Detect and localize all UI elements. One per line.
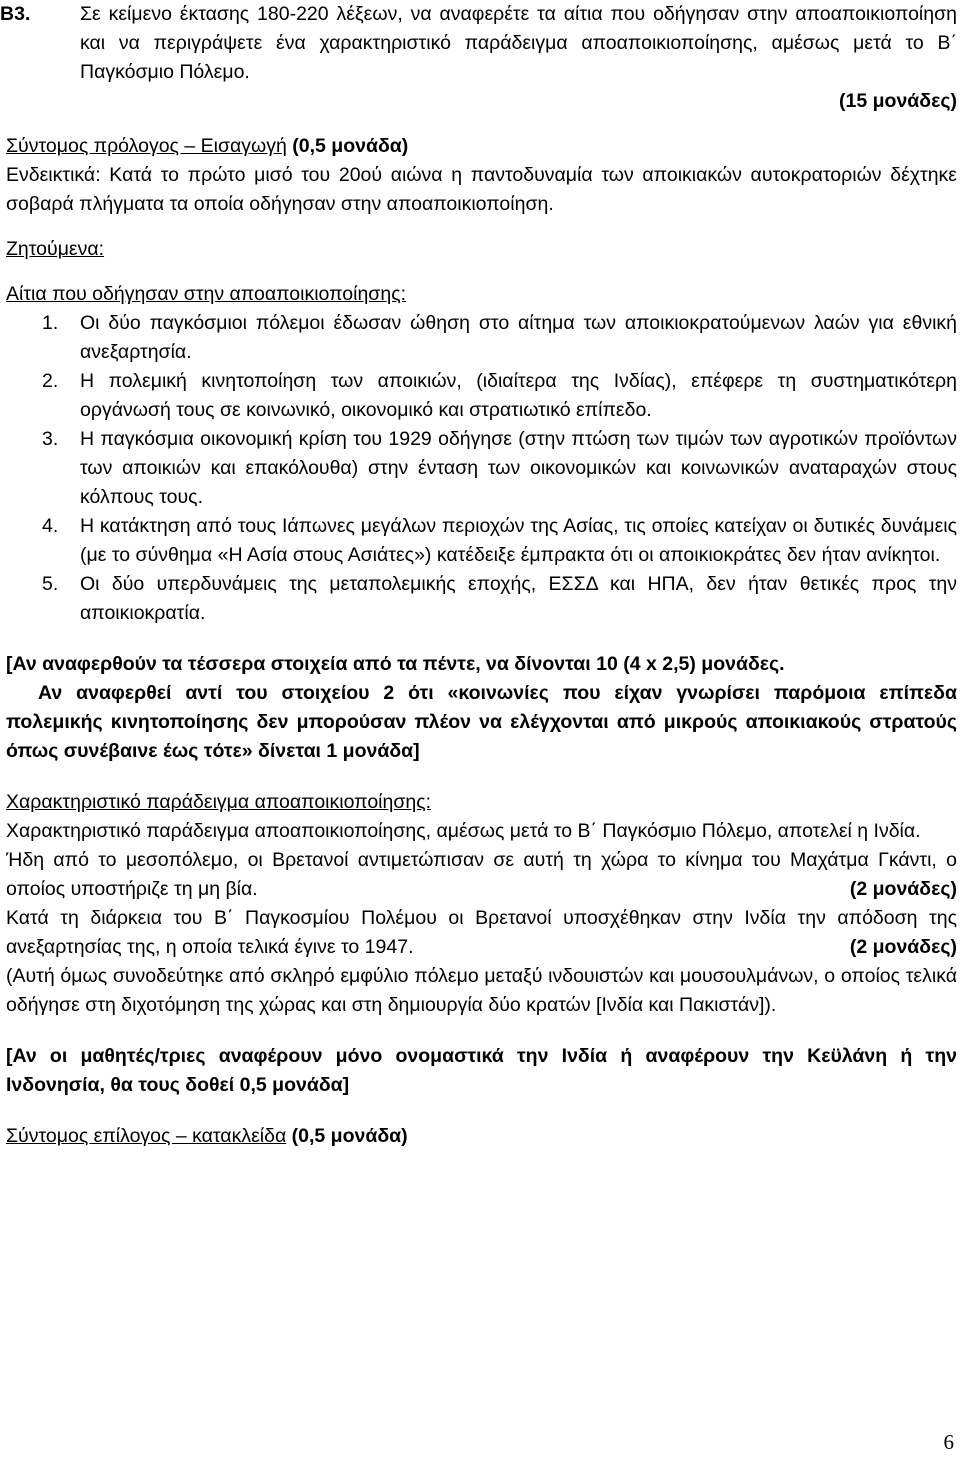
causes-heading: Αίτια που οδήγησαν στην αποαποικιοποίησης: <box>6 283 407 305</box>
intro-points: (0,5 μονάδα) <box>292 135 409 157</box>
requested-heading: Ζητούμενα: <box>6 238 105 260</box>
question-points: (15 μονάδες) <box>839 90 957 112</box>
example-heading: Χαρακτηριστικό παράδειγμα αποαποικιοποίησης: <box>6 791 432 813</box>
intro-text: Ενδεικτικά: Κατά το πρώτο μισό του 20ού αιώνα η παντοδυναμία των αποικιακών αυτοκρατοριών δέχτηκε σοβαρά πλήγματα τα οποία οδήγησαν στην αποαποικιοποίηση. <box>6 164 957 215</box>
cause-number: 4. <box>42 515 59 537</box>
intro-heading-line <box>6 132 957 161</box>
example-paragraph-independence <box>6 904 957 962</box>
epilogue-heading: Σύντομος επίλογος – κατακλείδα <box>6 1125 287 1147</box>
example-gandhi-points: (2 μονάδες) <box>849 878 957 900</box>
example-paragraph-gandhi <box>6 846 957 904</box>
grading-note-four-of-five: [Αν αναφερθούν τα τέσσερα στοιχεία από τα πέντε, να δίνονται 10 (4 x 2,5) μονάδες. <box>6 653 785 675</box>
cause-item <box>6 425 957 512</box>
example-independence-text: Κατά τη διάρκεια του Β΄ Παγκοσμίου Πολέμου οι Βρετανοί υποσχέθηκαν στην Ινδία την απόδοση της ανεξαρτησίας της, η οποία τελικά έγινε το 1947. <box>6 907 957 958</box>
cause-text: Η κατάκτηση από τους Ιάπωνες μεγάλων περιοχών της Ασίας, τις οποίες κατείχαν οι δυτικές δυνάμεις (με το σύνθημα «Η Ασία στους Ασιάτες») κατέδειξε έμπρακτα ότι οι αποικιοκράτες δεν ήταν ανίκητοι. <box>80 515 957 566</box>
epilogue-points: (0,5 μονάδα) <box>291 1125 408 1147</box>
cause-text: Η πολεμική κινητοποίηση των αποικιών, (ιδιαίτερα της Ινδίας), επέφερε τη συστηματικότερη οργάνωσή τους σε κοινωνικό, οικονομικό και στρατιωτικό επίπεδο. <box>80 370 957 421</box>
cause-text: Οι δύο υπερδυνάμεις της μεταπολεμικής εποχής, ΕΣΣΔ και ΗΠΑ, δεν ήταν θετικές προς την αποικιοκρατία. <box>80 573 957 624</box>
example-paragraph-india: Χαρακτηριστικό παράδειγμα αποαποικιοποίησης, αμέσως μετά το Β΄ Παγκόσμιο Πόλεμο, αποτελεί η Ινδία. <box>6 820 921 842</box>
example-independence-points: (2 μονάδες) <box>849 936 957 958</box>
causes-list <box>6 309 957 628</box>
page-number: 6 <box>943 1430 954 1454</box>
intro-heading: Σύντομος πρόλογος – Εισαγωγή <box>6 135 287 157</box>
example-grading-note: [Αν οι μαθητές/τριες αναφέρουν μόνο ονομαστικά την Ινδία ή αναφέρουν την Κεϋλάνη ή την Ινδονησία, θα τους δοθεί 0,5 μονάδα] <box>6 1045 957 1096</box>
cause-number: 5. <box>42 573 59 595</box>
cause-number: 3. <box>42 428 59 450</box>
cause-item <box>6 309 957 367</box>
cause-item <box>6 367 957 425</box>
grading-note-alternative: Αν αναφερθεί αντί του στοιχείου 2 ότι «κοινωνίες που είχαν γνωρίσει παρόμοια επίπεδα πολεμικής κινητοποίησης δεν μπορούσαν πλέον να ελέγχονται από μικρούς αποικιακούς στρατούς όπως συνέβαινε έως τότε» δίνεται 1 μονάδα] <box>6 682 957 762</box>
question-block <box>0 0 957 87</box>
cause-number: 2. <box>42 370 59 392</box>
question-number: B3. <box>0 3 31 25</box>
cause-number: 1. <box>42 312 59 334</box>
question-text: Σε κείμενο έκτασης 180-220 λέξεων, να αναφερέτε τα αίτια που οδήγησαν στην αποαποικιοποίηση και να περιγράψετε ένα χαρακτηριστικό παράδειγμα αποαποικιοποίησης, αμέσως μετά το Β΄ Παγκόσμιο Πόλεμο. <box>80 3 957 83</box>
cause-text: Οι δύο παγκόσμιοι πόλεμοι έδωσαν ώθηση στο αίτημα των αποικιοκρατούμενων λαών για εθνική ανεξαρτησία. <box>80 312 957 363</box>
example-paragraph-partition: (Αυτή όμως συνοδεύτηκε από σκληρό εμφύλιο πόλεμο μεταξύ ινδουιστών και μουσουλμάνων, ο οποίος τελικά οδήγησε στη διχοτόμηση της χώρας και στη δημιουργία δύο κρατών [Ινδία και Πακιστάν]). <box>6 965 957 1016</box>
cause-text: Η παγκόσμια οικονομική κρίση του 1929 οδήγησε (στην πτώση των τιμών των αγροτικών προϊόντων των αποικιών και επακόλουθα) στην ένταση των οικονομικών και κοινωνικών αναταραχών στους κόλπους τους. <box>80 428 957 508</box>
cause-item <box>6 570 957 628</box>
example-gandhi-text: Ήδη από το μεσοπόλεμο, οι Βρετανοί αντιμετώπισαν σε αυτή τη χώρα το κίνημα του Μαχάτμα Γκάντι, ο οποίος υποστήριζε τη μη βία. <box>6 849 957 900</box>
cause-item <box>6 512 957 570</box>
epilogue-heading-line <box>6 1122 957 1151</box>
